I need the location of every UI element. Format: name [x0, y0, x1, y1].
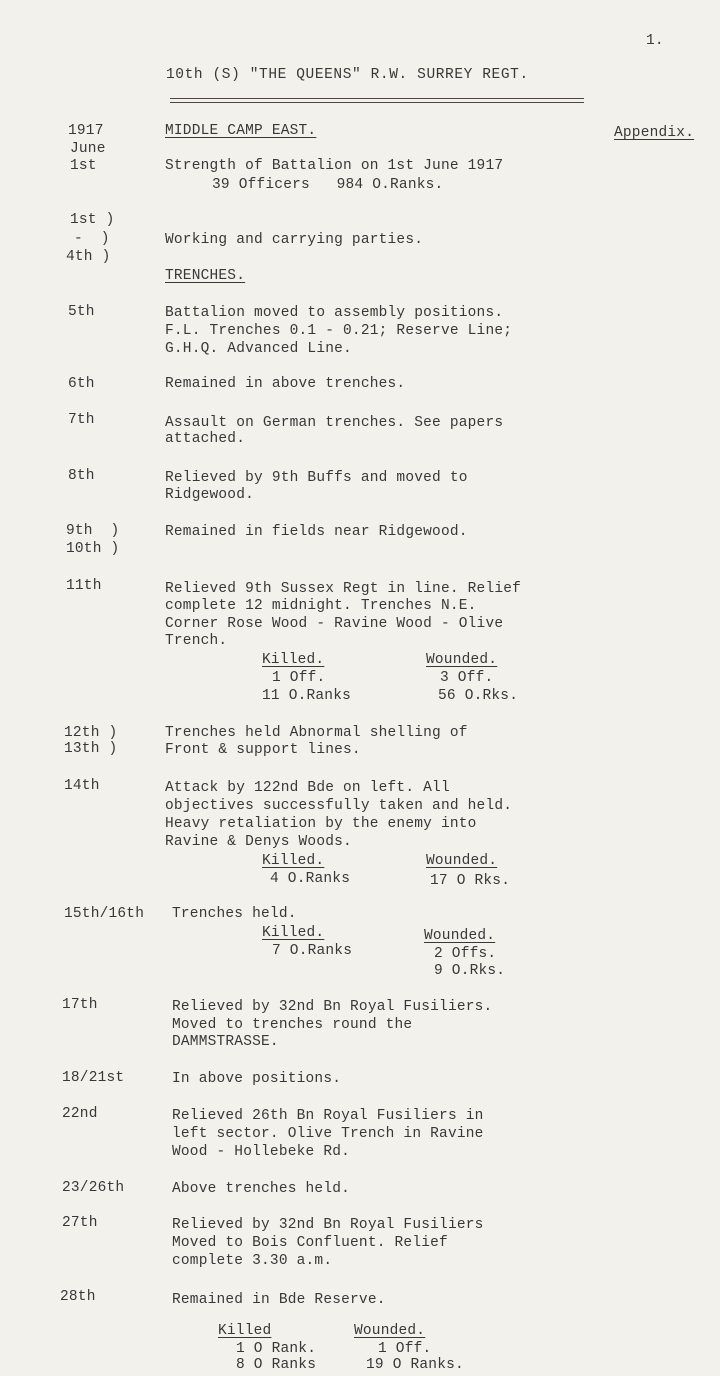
wounded-value: 19 O Ranks. — [366, 1357, 464, 1373]
entry-text: Remained in Bde Reserve. — [172, 1292, 386, 1308]
killed-label: Killed. — [262, 925, 325, 941]
entry-date: 4th ) — [66, 249, 111, 265]
entry-date: 6th — [68, 376, 95, 392]
entry-text: Assault on German trenches. See papers — [165, 415, 504, 431]
entry-date: 17th — [62, 997, 98, 1013]
entry-date: 7th — [68, 412, 95, 428]
entry-text: In above positions. — [172, 1071, 342, 1087]
entry-date: 14th — [64, 778, 100, 794]
entry-text: DAMMSTRASSE. — [172, 1034, 279, 1050]
entry-text: Remained in fields near Ridgewood. — [165, 524, 468, 540]
entry-text: Battalion moved to assembly positions. — [165, 305, 504, 321]
entry-text: Relieved 9th Sussex Regt in line. Relief — [165, 581, 522, 597]
title-rule — [170, 98, 584, 103]
wounded-value: 9 O.Rks. — [434, 963, 506, 979]
entry-date: 13th ) — [64, 741, 118, 757]
killed-label: Killed. — [262, 652, 325, 668]
entry-date: 1917 — [68, 123, 104, 139]
entry-text: Working and carrying parties. — [165, 232, 424, 248]
killed-value: 1 O Rank. — [236, 1341, 317, 1357]
location-heading: TRENCHES. — [165, 268, 246, 284]
document-title: 10th (S) "THE QUEENS" R.W. SURREY REGT. — [166, 67, 529, 83]
entry-text: Heavy retaliation by the enemy into — [165, 816, 477, 832]
page-number: 1. — [646, 33, 664, 49]
entry-date: 27th — [62, 1215, 98, 1231]
wounded-label: Wounded. — [426, 853, 498, 869]
entry-date: June — [70, 141, 106, 157]
entry-date: 12th ) — [64, 725, 118, 741]
killed-label: Killed. — [262, 853, 325, 869]
entry-text: Relieved by 32nd Bn Royal Fusiliers — [172, 1217, 484, 1233]
entry-date: 1st ) — [70, 212, 115, 228]
killed-label: Killed — [218, 1323, 272, 1339]
entry-text: G.H.Q. Advanced Line. — [165, 341, 352, 357]
wounded-value: 2 Offs. — [434, 946, 497, 962]
entry-text: Remained in above trenches. — [165, 376, 406, 392]
entry-date: 28th — [60, 1289, 96, 1305]
killed-value: 4 O.Ranks — [270, 871, 351, 887]
entry-text: Front & support lines. — [165, 742, 361, 758]
entry-text: Relieved by 32nd Bn Royal Fusiliers. — [172, 999, 493, 1015]
entry-date: - ) — [74, 231, 110, 247]
wounded-label: Wounded. — [424, 928, 496, 944]
wounded-label: Wounded. — [426, 652, 498, 668]
entry-date: 15th/16th — [64, 906, 145, 922]
entry-date: 10th ) — [66, 541, 120, 557]
entry-date: 1st — [70, 158, 97, 174]
entry-text: Trenches held Abnormal shelling of — [165, 725, 468, 741]
entry-text: Wood - Hollebeke Rd. — [172, 1144, 351, 1160]
entry-text: Strength of Battalion on 1st June 1917 — [165, 158, 504, 174]
wounded-label: Wounded. — [354, 1323, 426, 1339]
entry-date: 8th — [68, 468, 95, 484]
entry-date: 18/21st — [62, 1070, 125, 1086]
entry-text: Attack by 122nd Bde on left. All — [165, 780, 450, 796]
entry-text: complete 3.30 a.m. — [172, 1253, 333, 1269]
killed-value: 11 O.Ranks — [262, 688, 352, 704]
entry-text: complete 12 midnight. Trenches N.E. — [165, 598, 477, 614]
wounded-value: 3 Off. — [440, 670, 494, 686]
entry-text: Corner Rose Wood - Ravine Wood - Olive — [165, 616, 504, 632]
entry-text: Trench. — [165, 633, 228, 649]
entry-text: Trenches held. — [172, 906, 297, 922]
entry-text: left sector. Olive Trench in Ravine — [172, 1126, 484, 1142]
entry-text: Ridgewood. — [165, 487, 255, 503]
entry-text: Above trenches held. — [172, 1181, 351, 1197]
entry-date: 23/26th — [62, 1180, 125, 1196]
entry-date: 9th ) — [66, 523, 120, 539]
killed-value: 7 O.Ranks — [272, 943, 353, 959]
entry-text: attached. — [165, 431, 246, 447]
entry-text: objectives successfully taken and held. — [165, 798, 513, 814]
entry-date: 5th — [68, 304, 95, 320]
entry-text: F.L. Trenches 0.1 - 0.21; Reserve Line; — [165, 323, 513, 339]
entry-text: Relieved 26th Bn Royal Fusiliers in — [172, 1108, 484, 1124]
location-heading: MIDDLE CAMP EAST. — [165, 123, 317, 139]
appendix-label: Appendix. — [614, 125, 695, 141]
entry-text: 39 Officers 984 O.Ranks. — [212, 177, 444, 193]
entry-date: 22nd — [62, 1106, 98, 1122]
entry-text: Relieved by 9th Buffs and moved to — [165, 470, 468, 486]
wounded-value: 56 O.Rks. — [438, 688, 519, 704]
entry-text: Moved to trenches round the — [172, 1017, 413, 1033]
killed-value: 8 O Ranks — [236, 1357, 317, 1373]
entry-text: Moved to Bois Confluent. Relief — [172, 1235, 448, 1251]
killed-value: 1 Off. — [272, 670, 326, 686]
wounded-value: 1 Off. — [378, 1341, 432, 1357]
wounded-value: 17 O Rks. — [430, 873, 511, 889]
entry-date: 11th — [66, 578, 102, 594]
entry-text: Ravine & Denys Woods. — [165, 834, 352, 850]
